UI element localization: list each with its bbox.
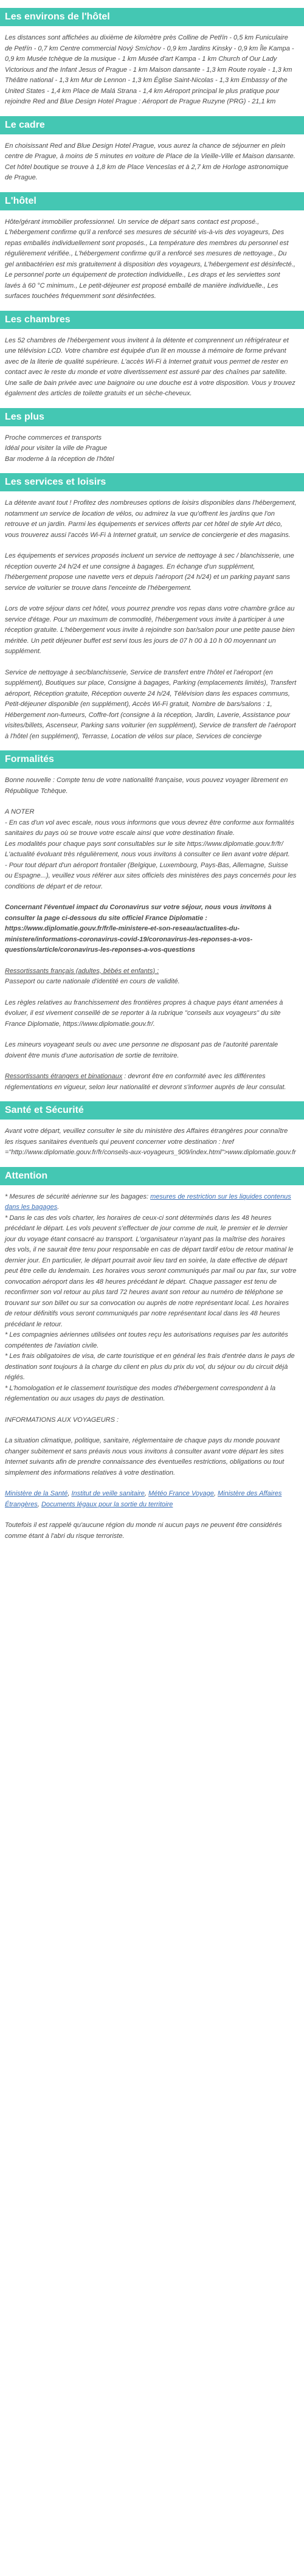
rooms-text: Les 52 chambres de l'hébergement vous invitent à la détente et comprennent un réfrigérateur et une télévision LCD. Votre chambre est équipée d'un lit en mousse à mémoire de forme prévant avec de la literie de qualité supérieure. L'accès Wi-Fi à Internet gratuit vous permet de rester en contact avec le reste du monde et votre divertissement est assuré par des chaînes par satellite. Une salle de bain privée avec une baignoire ou une douche est à votre disposition. Vous y trouvez également des articles de toilette gratuits et un sèche-cheveux. — [5, 336, 295, 397]
note-line: - En cas d'un vol avec escale, nous vous informons que vous devrez être conforme aux formalités sanitaires du pays où se trouve votre escale ainsi que votre destination finale. — [5, 819, 294, 837]
note-line: - Pour tout départ d'un aéroport frontalier (Belgique, Luxembourg, Pays-Bas, Allemagne, Suisse ou Espagne...), veuillez vous référer aux sites officiels des ministères des pays concernés pour les conditions de départ et de retour. — [5, 861, 297, 890]
foreign-heading: Ressortissants étrangers et binationaux — [5, 1073, 123, 1080]
attention-notes — [5, 1192, 297, 1405]
attention-note: * L'homologation et le classement touristique des modes d'hébergement correspondent à la réglementation ou aux usages du pays de destination. — [5, 1384, 276, 1402]
services-paragraph: Les équipements et services proposés incluent un service de nettoyage à sec / blanchisserie, une réception ouverte 24 h/24 et une consigne à bagages. En échange d'un supplément, l'hébergement propose une navette vers et depuis l'aéroport (24 h/24) et un parking payant sans service de voiturier se trouve dans l'enceinte de l'hébergement. — [5, 552, 294, 592]
plus-list — [5, 433, 297, 465]
rooms-header: Les chambres — [0, 311, 304, 329]
section-services — [0, 473, 304, 742]
plus-item: Proche commerces et transports — [5, 434, 102, 441]
setting-header: Le cadre — [0, 116, 304, 134]
hotel-text: Hôte/gérant immobilier professionnel. Un service de départ sans contact est proposé., L'hébergement confirme qu'il a renforcé ses mesures de sécurité vis-à-vis des voyageurs, Des repas emballés individuellement sont proposés., La température des membres du personnel est régulièrement vérifiée., L'hébergement confirme qu'il a renforcé ses mesures de nettoyage., Du gel antibactérien est mis gratuitement à disposition des voyageurs, L'hébergement est désinfecté., Le personnel porte un équipement de protection individuelle., Les draps et les serviettes sont lavés à 60 °C minimum., Le petit-déjeuner est proposé emballé de manière individuelle., Les surfaces touchées fréquemment sont désinfectées. — [5, 218, 295, 300]
attention-note: * Les frais obligatoires de visa, de carte touristique et en général les frais d'entrée dans le pays de destination sont toujours à la charge du client en plus du prix du vol, du séjour ou du circuit déjà réglés. — [5, 1352, 295, 1381]
section-attention — [0, 1167, 304, 1542]
info-text: La situation climatique, politique, sanitaire, réglementaire de chaque pays du monde pouvant changer subitement et sans préavis nous vous invitons à consulter avant votre départ les sites Internet suivants afin de prendre connaissance des éventuelles restrictions, obligations ou tout simplement des informations relatives à votre destination. — [5, 1437, 285, 1477]
adults-heading: Ressortissants français (adultes, bébés et enfants) : — [5, 967, 159, 975]
link-health-ministry[interactable]: Ministère de la Santé — [5, 1490, 68, 1497]
plus-header: Les plus — [0, 408, 304, 426]
hotel-header: L'hôtel — [0, 192, 304, 210]
health-text: Avant votre départ, veuillez consulter le site du ministère des Affaires étrangères pour connaître les risques sanitaires éventuels qui peuvent concerner votre destination : href ="http://www.diplomatie.gouv.fr/fr/conseils-aux-voyageurs_909/index.html">www.diplomatie.gouv.fr — [5, 1127, 296, 1156]
final-text: Toutefois il est rappelé qu'aucune région du monde ni aucun pays ne peuvent être considérés comme étant à l'abri du risque terroriste. — [5, 1522, 282, 1540]
note-line: Les modalités pour chaque pays sont consultables sur le site https://www.diplomatie.gouv.fr/fr/ L'actualité évoluant très régulièrement, nous vous invitons à consulter ce lien avant votre départ. — [5, 840, 290, 858]
note-text: * Mesures de sécurité aérienne sur les bagages: — [5, 1193, 151, 1200]
plus-item: Bar moderne à la réception de l'hôtel — [5, 455, 114, 463]
services-paragraph: Service de nettoyage à sec/blanchisserie, Service de transfert entre l'hôtel et l'aéroport (en supplément), Boutiques sur place, Consigne à bagages, Parking (emplacements limités), Transfert aéroport, Réception gratuite, Réception ouverte 24 h/24, Télévision dans les espaces communs, Petit-déjeuner disponible (en supplément), Accès Wi-Fi gratuit, Nombre de bars/salons : 1, Hébergement non-fumeurs, Coffre-fort (consigne à la réception, Jardin, Laverie, Assistance pour visites/billets, Ascenseur, Parking sans voiturier (en supplément), Service de transfert de l'aéroport à l'hôtel (en supplément), Terrasse, Location de vélos sur place, Services de concierge — [5, 668, 297, 740]
info-links: Ministère de la Santé, Institut de veille sanitaire, Météo France Voyage, Ministère des Affaires Étrangères, Documents légaux pour la sortie du territoire — [5, 1490, 282, 1508]
section-health — [0, 1101, 304, 1158]
note-text: . — [57, 1203, 60, 1211]
attention-header: Attention — [0, 1167, 304, 1185]
attention-note: * Dans le cas des vols charter, les horaires de ceux-ci sont déterminés dans les 48 heures précédant le départ. Les vols peuvent s'effectuer de jour comme de nuit, le premier et le dernier jour du voyage étant consacré au transport. L'organisateur n'ayant pas la maîtrise des horaires des vols, il ne saurait être tenu pour responsable en cas de départ tardif et/ou de retour matinal le dernier jour. En particulier, le départ pourrait avoir lieu tard en soirée, la date effective de départ peut être celle du lendemain. Les horaires vous seront communiqués par mail ou par fax, sur votre convocation aéroport dans les 48 heures précédant le départ. Chaque passager est tenu de reconfirmer son vol retour au plus tard 72 heures avant son retour au numéro de téléphone se trouvant sur son billet ou sur sa convocation ou auprès de notre représentant local. Les horaires de retour définitifs vous seront communiqués par notre représentant local dans les 48 heures précédant le retour. — [5, 1214, 297, 1328]
minors-text: Les mineurs voyageant seuls ou avec une personne ne disposant pas de l'autorité parentale doivent être munis d'une autorisation de sortie de territoire. — [5, 1041, 278, 1059]
adults-text: Passeport ou carte nationale d'identité en cours de validité. — [5, 978, 180, 985]
section-rooms — [0, 311, 304, 400]
section-hotel — [0, 192, 304, 302]
services-header: Les services et loisirs — [0, 473, 304, 491]
attention-note: * Les compagnies aériennes utilisées ont toutes reçu les autorisations requises par les autorités compétentes de l'aviation civile. — [5, 1331, 288, 1349]
formalities-header: Formalités — [0, 750, 304, 769]
plus-item: Idéal pour visiter la ville de Prague — [5, 445, 108, 452]
link-meteo-france[interactable]: Météo France Voyage — [148, 1490, 214, 1497]
adults-block — [5, 966, 297, 988]
surroundings-header: Les environs de l'hôtel — [0, 8, 304, 26]
liquids-restriction-link[interactable]: mesures de restriction sur les liquides contenus dans les bagages — [5, 1193, 291, 1211]
section-setting — [0, 116, 304, 184]
section-formalities — [0, 750, 304, 1093]
section-surroundings — [0, 8, 304, 108]
covid-notice: Concernant l'éventuel impact du Coronavirus sur votre séjour, nous vous invitons à consulter la page ci-dessous du site officiel France Diplomatie : https://www.diplomatie.gouv.fr/fr/le-ministere-et-son-reseau/actualites-du-ministere/informations-coronavirus-covid-19/coronavirus-les-reponses-a-vos-questions/article/coronavirus-les-reponses-a-vos-questions — [5, 904, 272, 954]
note-heading: A NOTER — [5, 808, 35, 815]
formalities-intro: Bonne nouvelle : Compte tenu de votre nationalité française, vous pouvez voyager librement en République Tchèque. — [5, 777, 288, 795]
link-foreign-affairs[interactable]: Ministère des Affaires Étrangères — [5, 1490, 282, 1508]
formalities-note — [5, 807, 297, 892]
foreign-block — [5, 1072, 297, 1093]
link-sanitary-watch[interactable]: Institut de veille sanitaire — [71, 1490, 145, 1497]
section-plus — [0, 408, 304, 465]
link-legal-documents[interactable]: Documents légaux pour la sortie du territoire — [41, 1500, 173, 1508]
health-header: Santé et Sécurité — [0, 1101, 304, 1120]
services-paragraph: Lors de votre séjour dans cet hôtel, vous pourrez prendre vos repas dans votre chambre grâce au service d'étage. Pour un maximum de commodité, l'hébergement vous invite à participer à une réception gratuite. L'hébergement vous invite à rejoindre son bar/salon pour une petite pause bien méritée. Un petit déjeuner buffet est servi tous les jours de 07 h 00 à 10 h 00 moyennant un supplément. — [5, 605, 295, 655]
services-paragraph: La détente avant tout ! Profitez des nombreuses options de loisirs disponibles dans l'hébergement, notamment un service de location de vélos, ou admirez la vue qu'offrent les jardins que l'on retrouve et un jardin. Parmi les équipements et services offerts par cet hôtel de style Art déco, vous trouverez aussi l'accès Wi-Fi à Internet gratuit, un service de conciergerie et des magasins. — [5, 499, 297, 539]
info-heading: INFORMATIONS AUX VOYAGEURS : — [5, 1416, 119, 1424]
foreign-text: : devront être en conformité avec les différentes réglementations en vigueur, selon leur nationalité et devront s'informer auprès de leur consulat. — [5, 1073, 286, 1091]
surroundings-text: Les distances sont affichées au dixième de kilomètre près Colline de Petřín - 0,5 km Funiculaire de Petřín - 0,7 km Centre commercial Nový Smíchov - 0,9 km Jardins Kinsky - 0,9 km Île Kampa - 0,9 km Musée tchèque de la musique - 1 km Musée d'art Kampa - 1 km Church of Our Lady Victorious and the Infant Jesus of Prague - 1 km Maison dansante - 1,3 km Route royale - 1,3 km Théâtre national - 1,3 km Mur de Lennon - 1,3 km Église Saint-Nicolas - 1,3 km Embassy of the United States - 1,4 km Place de Malá Strana - 1,4 km Aéroport principal le plus pratique pour rejoindre Red and Blue Design Hotel Prague : Aéroport de Prague Ruzyne (PRG) - 21,1 km — [5, 34, 294, 105]
setting-text: En choisissant Red and Blue Design Hotel Prague, vous aurez la chance de séjourner en plein centre de Prague, à moins de 5 minutes en voiture de Place de la Vieille-Ville et Maison dansante. Cet hôtel boutique se trouve à 1,8 km de Place Venceslas et à 2,7 km de Horloge astronomique de Prague. — [5, 142, 295, 181]
attention-note — [5, 1192, 297, 1213]
rules-text: Les règles relatives au franchissement des frontières propres à chaque pays étant amenées à évoluer, il est vivement conseillé de se reporter à la rubrique "conseils aux voyageurs" du site France Diplomatie, https://www.diplomatie.gouv.fr/. — [5, 999, 283, 1028]
